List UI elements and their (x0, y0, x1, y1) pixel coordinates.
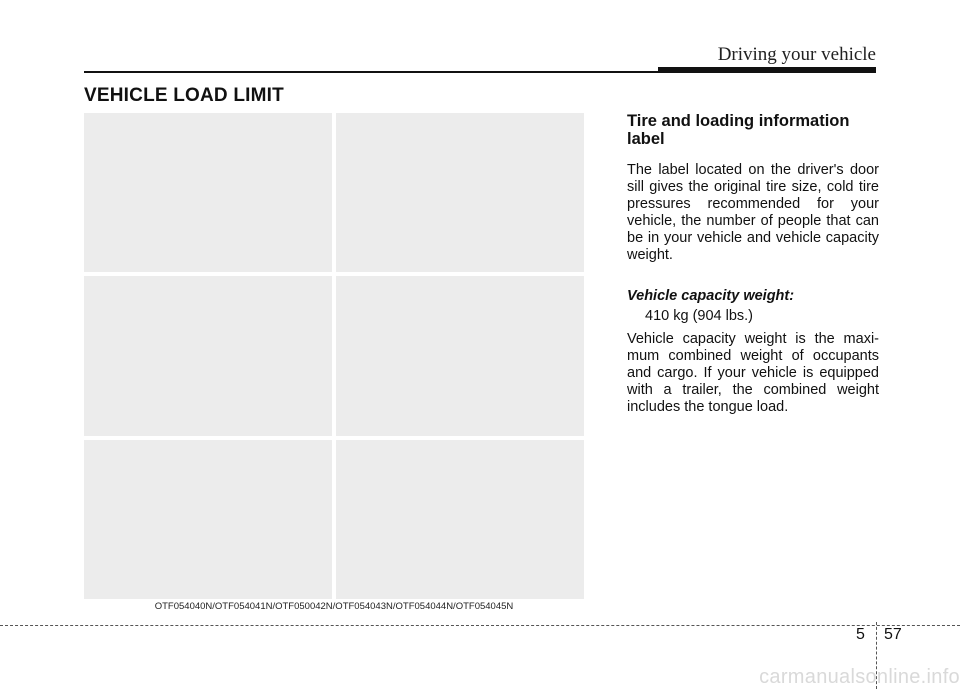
watermark: carmanualsonline.info (759, 666, 960, 688)
header-rule (84, 71, 660, 73)
figure-image (336, 276, 584, 435)
figure-image-grid (84, 113, 584, 599)
figure-image (84, 276, 332, 435)
capacity-heading: Vehicle capacity weight: (627, 288, 795, 304)
figure-image (336, 440, 584, 599)
figure-image (84, 440, 332, 599)
intro-paragraph: The label located on the driver's door sill gives the original tire size, cold tire pressures recommended for your vehicle, the number of people that can be in your vehicle and vehicle capacity weight. (627, 162, 879, 263)
chapter-header-title: Driving your vehicle (717, 44, 876, 65)
capacity-value: 410 kg (904 lbs.) (645, 308, 754, 324)
header-rule-accent (658, 67, 876, 73)
page-number: 57 (884, 626, 902, 643)
footer-divider (0, 625, 960, 626)
content-column (627, 112, 879, 416)
subheading: Tire and loading information label (627, 112, 850, 148)
figure-image (84, 113, 332, 272)
capacity-description: Vehicle capacity weight is the maxi- mum combined weight of occupants and cargo. If your vehicle is equipped with a trailer, the combined weight includes the tongue load. (627, 331, 879, 415)
chapter-number: 5 (856, 626, 865, 643)
figure-image (336, 113, 584, 272)
figure-caption: OTF054040N/OTF054041N/OTF050042N/OTF054043N/OTF054044N/OTF054045N (154, 601, 514, 612)
section-title: VEHICLE LOAD LIMIT (84, 85, 284, 106)
